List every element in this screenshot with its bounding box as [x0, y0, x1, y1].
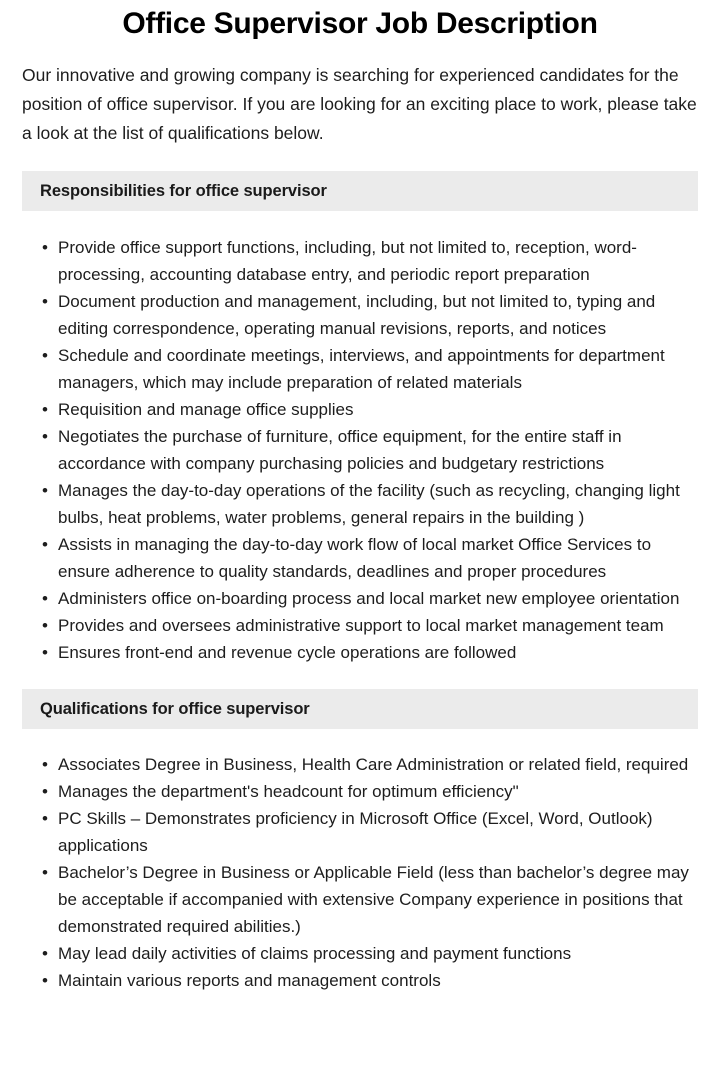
section-header-responsibilities	[22, 171, 698, 211]
list-item-text: Provides and oversees administrative support to local market management team	[58, 616, 664, 635]
spacer	[0, 729, 720, 751]
qualifications-list	[0, 751, 720, 994]
list-item	[0, 778, 720, 805]
job-description-document	[0, 4, 720, 1088]
list-item	[0, 612, 720, 639]
list-item-text: Provide office support functions, including, but not limited to, reception, word-processing, accounting database entry, and periodic report preparation	[58, 238, 637, 284]
responsibilities-section	[0, 171, 720, 666]
list-item-text: Associates Degree in Business, Health Care Administration or related field, required	[58, 755, 689, 774]
section-header-qualifications	[22, 689, 698, 729]
list-item-text: PC Skills – Demonstrates proficiency in Microsoft Office (Excel, Word, Outlook) applications	[58, 809, 653, 855]
bullet-dot-icon: •	[42, 616, 48, 635]
bullet-dot-icon: •	[42, 400, 48, 419]
list-item	[0, 967, 720, 994]
bullet-dot-icon: •	[42, 944, 48, 963]
bullet-dot-icon: •	[42, 238, 48, 257]
list-item-text: Schedule and coordinate meetings, interviews, and appointments for department managers, which may include preparation of related materials	[58, 346, 665, 392]
bullet-dot-icon: •	[42, 589, 48, 608]
list-item-text: Ensures front-end and revenue cycle operations are followed	[58, 643, 517, 662]
list-item	[0, 477, 720, 531]
list-item-text: Manages the day-to-day operations of the facility (such as recycling, changing light bulbs, heat problems, water problems, general repairs in the building )	[58, 481, 680, 527]
responsibilities-list	[0, 234, 720, 666]
list-item-text: Negotiates the purchase of furniture, office equipment, for the entire staff in accordance with company purchasing policies and budgetary restrictions	[58, 427, 622, 473]
list-item	[0, 342, 720, 396]
bullet-dot-icon: •	[42, 427, 48, 446]
list-item	[0, 288, 720, 342]
list-item	[0, 805, 720, 859]
list-item	[0, 531, 720, 585]
list-item-text: Administers office on-boarding process and local market new employee orientation	[58, 589, 680, 608]
list-item	[0, 423, 720, 477]
list-item-text: Maintain various reports and management controls	[58, 971, 441, 990]
list-item-text: Document production and management, including, but not limited to, typing and editing correspondence, operating manual revisions, reports, and notices	[58, 292, 656, 338]
section-heading-label: Qualifications for office supervisor	[40, 699, 310, 718]
bullet-dot-icon: •	[42, 809, 48, 828]
bullet-dot-icon: •	[42, 481, 48, 500]
list-item	[0, 396, 720, 423]
bullet-dot-icon: •	[42, 535, 48, 554]
intro-paragraph: Our innovative and growing company is searching for experienced candidates for the position of office supervisor. If you are looking for an exciting place to work, please take a look at the list of qualifications below.	[22, 65, 697, 143]
bullet-dot-icon: •	[42, 863, 48, 882]
bullet-dot-icon: •	[42, 643, 48, 662]
bullet-dot-icon: •	[42, 292, 48, 311]
list-item	[0, 639, 720, 666]
list-item	[0, 940, 720, 967]
page-title: Office Supervisor Job Description	[122, 7, 598, 40]
list-item	[0, 234, 720, 288]
list-item-text: Requisition and manage office supplies	[58, 400, 354, 419]
bullet-dot-icon: •	[42, 782, 48, 801]
list-item-text: Bachelor’s Degree in Business or Applicable Field (less than bachelor’s degree may be acceptable if accompanied with extensive Company experience in positions that demonstrated required abilities.)	[58, 863, 689, 936]
list-item	[0, 585, 720, 612]
spacer	[0, 211, 720, 234]
list-item-text: May lead daily activities of claims processing and payment functions	[58, 944, 572, 963]
list-item	[0, 751, 720, 778]
bullet-dot-icon: •	[42, 971, 48, 990]
section-heading-label: Responsibilities for office supervisor	[40, 181, 327, 200]
qualifications-section	[0, 689, 720, 994]
bullet-dot-icon: •	[42, 346, 48, 365]
bullet-dot-icon: •	[42, 755, 48, 774]
list-item-text: Manages the department's headcount for optimum efficiency"	[58, 782, 519, 801]
list-item	[0, 859, 720, 940]
list-item-text: Assists in managing the day-to-day work flow of local market Office Services to ensure adherence to quality standards, deadlines and proper procedures	[58, 535, 652, 581]
